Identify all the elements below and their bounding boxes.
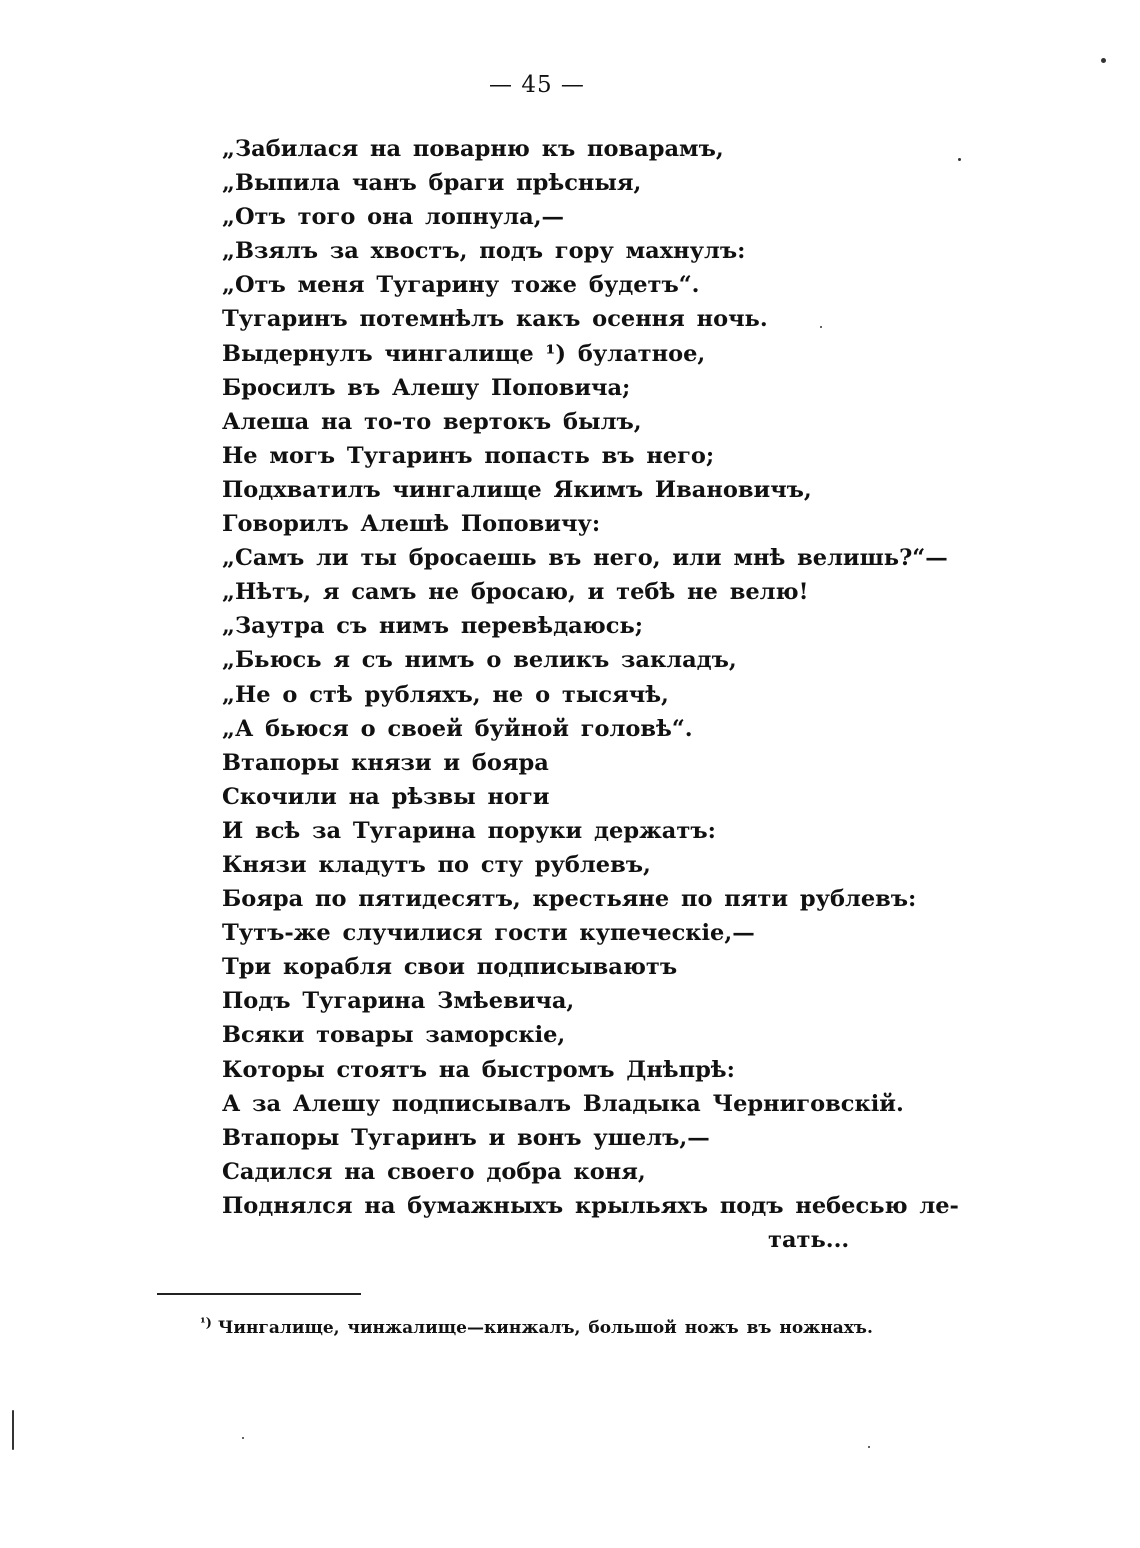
footnote-text: Чингалище, чинжалище—кинжалъ, большой ножъ въ ножнахъ. bbox=[217, 1318, 873, 1338]
poem-line: „Отъ того она лопнула,— bbox=[222, 204, 565, 231]
scan-speck bbox=[1101, 58, 1106, 63]
scan-speck bbox=[12, 1410, 14, 1450]
poem-line: Три корабля свои подписываютъ bbox=[222, 954, 678, 981]
scan-speck bbox=[868, 1446, 870, 1448]
poem-line: „Забилася на поварню къ поварамъ, bbox=[222, 136, 724, 162]
poem-line: Не могъ Тугаринъ попасть въ него; bbox=[222, 442, 715, 469]
poem-line: Говорилъ Алешѣ Поповичу: bbox=[222, 511, 601, 538]
footnote-mark: ¹) bbox=[200, 1316, 212, 1331]
page-number: — 45 — bbox=[489, 72, 585, 98]
scan-speck bbox=[242, 1437, 244, 1439]
poem-line: Втапоры князи и бояра bbox=[222, 749, 549, 776]
poem-line: Скочили на рѣзвы ноги bbox=[222, 783, 550, 810]
poem-line: „Не о стѣ рубляхъ, не о тысячѣ, bbox=[222, 681, 669, 708]
poem-line: „Взялъ за хвостъ, подъ гору махнулъ: bbox=[222, 238, 746, 265]
poem-line: Алеша на то-то вертокъ былъ, bbox=[222, 408, 642, 435]
poem-line: Втапоры Тугаринъ и вонъ ушелъ,— bbox=[222, 1124, 710, 1151]
poem-line: Подъ Тугарина Змѣевича, bbox=[222, 988, 575, 1015]
poem-line: Выдернулъ чингалище ¹) булатное, bbox=[222, 340, 706, 367]
scan-speck bbox=[958, 158, 961, 161]
poem-line: Тутъ-же случилися гости купеческіе,— bbox=[222, 920, 755, 947]
poem-line: Которы стоятъ на быстромъ Днѣпрѣ: bbox=[222, 1056, 735, 1083]
poem-line: „Самъ ли ты бросаешь въ него, или мнѣ велишь?“— bbox=[222, 545, 948, 572]
poem-line: „Заутра съ нимъ перевѣдаюсь; bbox=[222, 613, 644, 640]
poem-line: „Бьюсь я съ нимъ о великъ закладъ, bbox=[222, 647, 737, 674]
poem-line: Тугаринъ потемнѣлъ какъ осення ночь. bbox=[222, 306, 768, 333]
poem-line: „Выпила чанъ браги прѣсныя, bbox=[222, 170, 642, 197]
footnote bbox=[200, 1318, 873, 1338]
poem-line: „Нѣтъ, я самъ не бросаю, и тебѣ не велю! bbox=[222, 579, 809, 606]
poem-line: Бросилъ въ Алешу Поповича; bbox=[222, 374, 631, 401]
scan-speck bbox=[820, 326, 822, 328]
poem-line: Всяки товары заморскіе, bbox=[222, 1022, 566, 1049]
poem-line: Подхватилъ чингалище Якимъ Ивановичъ, bbox=[222, 476, 812, 503]
poem-line: „Отъ меня Тугарину тоже будетъ“. bbox=[222, 272, 700, 299]
poem-line: Садился на своего добра коня, bbox=[222, 1158, 646, 1185]
poem-line: Князи кладутъ по сту рублевъ, bbox=[222, 851, 651, 878]
poem-line: тать... bbox=[768, 1227, 850, 1253]
poem-line: И всѣ за Тугарина поруки держатъ: bbox=[222, 817, 716, 844]
footnote-divider bbox=[157, 1293, 361, 1295]
poem-line: А за Алешу подписывалъ Владыка Черниговскій. bbox=[222, 1090, 904, 1117]
poem-text bbox=[222, 132, 959, 1257]
poem-line: Поднялся на бумажныхъ крыльяхъ подъ небесью ле- bbox=[222, 1192, 959, 1219]
poem-line: „А бьюся о своей буйной головѣ“. bbox=[222, 715, 693, 742]
poem-line: Бояра по пятидесятъ, крестьяне по пяти рублевъ: bbox=[222, 886, 917, 913]
